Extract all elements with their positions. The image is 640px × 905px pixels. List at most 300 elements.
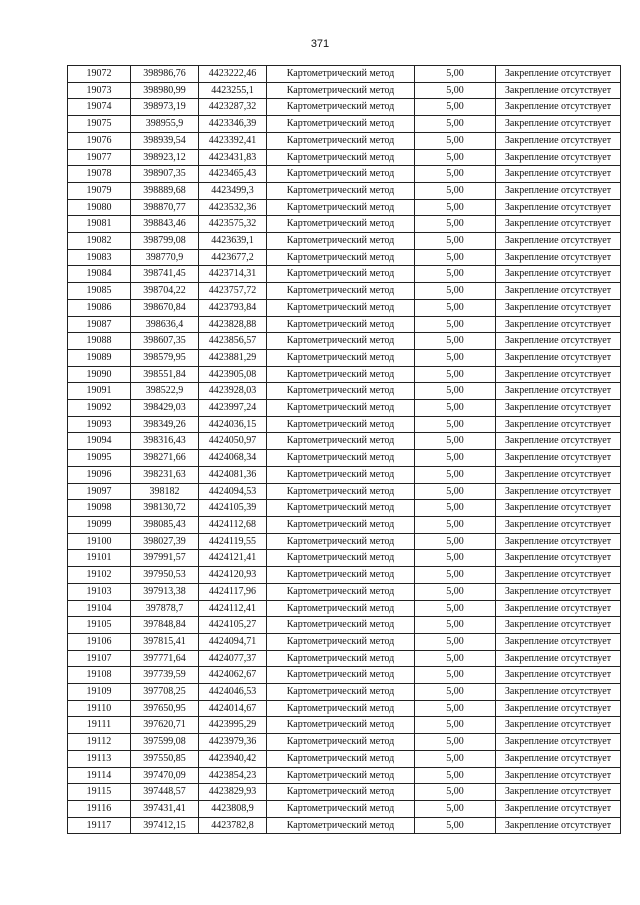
y-coordinate-cell: 4423287,32: [199, 99, 267, 116]
x-coordinate-cell: 397950,53: [131, 567, 199, 584]
method-cell: Картометрический метод: [267, 684, 415, 701]
point-number-cell: 19103: [68, 583, 131, 600]
x-coordinate-cell: 398704,22: [131, 283, 199, 300]
fixing-cell: Закрепление отсутствует: [496, 533, 621, 550]
y-coordinate-cell: 4423829,93: [199, 784, 267, 801]
table-row: [68, 182, 621, 199]
method-cell: Картометрический метод: [267, 233, 415, 250]
table-row: [68, 633, 621, 650]
fixing-cell: Закрепление отсутствует: [496, 266, 621, 283]
table-row: [68, 750, 621, 767]
y-coordinate-cell: 4423808,9: [199, 800, 267, 817]
x-coordinate-cell: 398522,9: [131, 383, 199, 400]
method-cell: Картометрический метод: [267, 266, 415, 283]
point-number-cell: 19097: [68, 483, 131, 500]
table-row: [68, 400, 621, 417]
fixing-cell: Закрепление отсутствует: [496, 132, 621, 149]
y-coordinate-cell: 4424094,71: [199, 633, 267, 650]
table-row: [68, 99, 621, 116]
point-number-cell: 19076: [68, 132, 131, 149]
point-number-cell: 19117: [68, 817, 131, 834]
method-cell: Картометрический метод: [267, 82, 415, 99]
fixing-cell: Закрепление отсутствует: [496, 99, 621, 116]
point-number-cell: 19092: [68, 400, 131, 417]
fixing-cell: Закрепление отсутствует: [496, 366, 621, 383]
fixing-cell: Закрепление отсутствует: [496, 383, 621, 400]
fixing-cell: Закрепление отсутствует: [496, 116, 621, 133]
point-number-cell: 19105: [68, 617, 131, 634]
method-cell: Картометрический метод: [267, 617, 415, 634]
fixing-cell: Закрепление отсутствует: [496, 800, 621, 817]
accuracy-cell: 5,00: [415, 99, 496, 116]
method-cell: Картометрический метод: [267, 299, 415, 316]
table-row: [68, 249, 621, 266]
point-number-cell: 19098: [68, 500, 131, 517]
accuracy-cell: 5,00: [415, 600, 496, 617]
table-row: [68, 466, 621, 483]
fixing-cell: Закрепление отсутствует: [496, 182, 621, 199]
y-coordinate-cell: 4423928,03: [199, 383, 267, 400]
y-coordinate-cell: 4424062,67: [199, 667, 267, 684]
table-row: [68, 383, 621, 400]
method-cell: Картометрический метод: [267, 500, 415, 517]
accuracy-cell: 5,00: [415, 283, 496, 300]
table-row: [68, 667, 621, 684]
point-number-cell: 19086: [68, 299, 131, 316]
fixing-cell: Закрепление отсутствует: [496, 550, 621, 567]
accuracy-cell: 5,00: [415, 583, 496, 600]
table-row: [68, 617, 621, 634]
y-coordinate-cell: 4424105,39: [199, 500, 267, 517]
y-coordinate-cell: 4423714,31: [199, 266, 267, 283]
accuracy-cell: 5,00: [415, 684, 496, 701]
table-row: [68, 784, 621, 801]
table-row: [68, 149, 621, 166]
method-cell: Картометрический метод: [267, 99, 415, 116]
method-cell: Картометрический метод: [267, 750, 415, 767]
x-coordinate-cell: 397913,38: [131, 583, 199, 600]
y-coordinate-cell: 4424050,97: [199, 433, 267, 450]
accuracy-cell: 5,00: [415, 700, 496, 717]
table-row: [68, 66, 621, 83]
point-number-cell: 19100: [68, 533, 131, 550]
fixing-cell: Закрепление отсутствует: [496, 667, 621, 684]
table-row: [68, 116, 621, 133]
method-cell: Картометрический метод: [267, 516, 415, 533]
method-cell: Картометрический метод: [267, 450, 415, 467]
fixing-cell: Закрепление отсутствует: [496, 767, 621, 784]
point-number-cell: 19094: [68, 433, 131, 450]
x-coordinate-cell: 398182: [131, 483, 199, 500]
fixing-cell: Закрепление отсутствует: [496, 66, 621, 83]
x-coordinate-cell: 397550,85: [131, 750, 199, 767]
x-coordinate-cell: 397771,64: [131, 650, 199, 667]
x-coordinate-cell: 397431,41: [131, 800, 199, 817]
y-coordinate-cell: 4423995,29: [199, 717, 267, 734]
table-row: [68, 600, 621, 617]
accuracy-cell: 5,00: [415, 633, 496, 650]
point-number-cell: 19082: [68, 233, 131, 250]
x-coordinate-cell: 398271,66: [131, 450, 199, 467]
method-cell: Картометрический метод: [267, 600, 415, 617]
x-coordinate-cell: 397650,95: [131, 700, 199, 717]
method-cell: Картометрический метод: [267, 767, 415, 784]
y-coordinate-cell: 4424081,36: [199, 466, 267, 483]
point-number-cell: 19084: [68, 266, 131, 283]
accuracy-cell: 5,00: [415, 349, 496, 366]
point-number-cell: 19109: [68, 684, 131, 701]
point-number-cell: 19108: [68, 667, 131, 684]
x-coordinate-cell: 397599,08: [131, 734, 199, 751]
y-coordinate-cell: 4423639,1: [199, 233, 267, 250]
accuracy-cell: 5,00: [415, 734, 496, 751]
point-number-cell: 19112: [68, 734, 131, 751]
table-row: [68, 416, 621, 433]
y-coordinate-cell: 4423499,3: [199, 182, 267, 199]
fixing-cell: Закрепление отсутствует: [496, 567, 621, 584]
x-coordinate-cell: 398607,35: [131, 333, 199, 350]
y-coordinate-cell: 4424121,41: [199, 550, 267, 567]
table-row: [68, 82, 621, 99]
method-cell: Картометрический метод: [267, 717, 415, 734]
x-coordinate-cell: 397448,57: [131, 784, 199, 801]
fixing-cell: Закрепление отсутствует: [496, 316, 621, 333]
method-cell: Картометрический метод: [267, 366, 415, 383]
accuracy-cell: 5,00: [415, 817, 496, 834]
accuracy-cell: 5,00: [415, 500, 496, 517]
x-coordinate-cell: 397848,84: [131, 617, 199, 634]
y-coordinate-cell: 4423881,29: [199, 349, 267, 366]
y-coordinate-cell: 4424105,27: [199, 617, 267, 634]
x-coordinate-cell: 398027,39: [131, 533, 199, 550]
fixing-cell: Закрепление отсутствует: [496, 784, 621, 801]
table-row: [68, 132, 621, 149]
method-cell: Картометрический метод: [267, 550, 415, 567]
y-coordinate-cell: 4423575,32: [199, 216, 267, 233]
point-number-cell: 19113: [68, 750, 131, 767]
y-coordinate-cell: 4424120,93: [199, 567, 267, 584]
x-coordinate-cell: 398349,26: [131, 416, 199, 433]
accuracy-cell: 5,00: [415, 650, 496, 667]
x-coordinate-cell: 397739,59: [131, 667, 199, 684]
method-cell: Картометрический метод: [267, 700, 415, 717]
fixing-cell: Закрепление отсутствует: [496, 817, 621, 834]
fixing-cell: Закрепление отсутствует: [496, 717, 621, 734]
point-number-cell: 19073: [68, 82, 131, 99]
fixing-cell: Закрепление отсутствует: [496, 466, 621, 483]
point-number-cell: 19111: [68, 717, 131, 734]
x-coordinate-cell: 398907,35: [131, 166, 199, 183]
point-number-cell: 19072: [68, 66, 131, 83]
point-number-cell: 19093: [68, 416, 131, 433]
method-cell: Картометрический метод: [267, 433, 415, 450]
accuracy-cell: 5,00: [415, 216, 496, 233]
method-cell: Картометрический метод: [267, 132, 415, 149]
x-coordinate-cell: 398799,08: [131, 233, 199, 250]
table-row: [68, 216, 621, 233]
x-coordinate-cell: 398429,03: [131, 400, 199, 417]
fixing-cell: Закрепление отсутствует: [496, 583, 621, 600]
fixing-cell: Закрепление отсутствует: [496, 433, 621, 450]
table-row: [68, 199, 621, 216]
x-coordinate-cell: 398986,76: [131, 66, 199, 83]
x-coordinate-cell: 398939,54: [131, 132, 199, 149]
accuracy-cell: 5,00: [415, 466, 496, 483]
table-row: [68, 700, 621, 717]
accuracy-cell: 5,00: [415, 400, 496, 417]
accuracy-cell: 5,00: [415, 433, 496, 450]
point-number-cell: 19101: [68, 550, 131, 567]
method-cell: Картометрический метод: [267, 734, 415, 751]
table-row: [68, 650, 621, 667]
coordinates-table-body: [68, 66, 621, 834]
table-row: [68, 299, 621, 316]
fixing-cell: Закрепление отсутствует: [496, 82, 621, 99]
accuracy-cell: 5,00: [415, 316, 496, 333]
method-cell: Картометрический метод: [267, 416, 415, 433]
table-row: [68, 500, 621, 517]
fixing-cell: Закрепление отсутствует: [496, 650, 621, 667]
y-coordinate-cell: 4424077,37: [199, 650, 267, 667]
fixing-cell: Закрепление отсутствует: [496, 450, 621, 467]
accuracy-cell: 5,00: [415, 567, 496, 584]
y-coordinate-cell: 4424119,55: [199, 533, 267, 550]
point-number-cell: 19087: [68, 316, 131, 333]
method-cell: Картометрический метод: [267, 116, 415, 133]
method-cell: Картометрический метод: [267, 383, 415, 400]
fixing-cell: Закрепление отсутствует: [496, 166, 621, 183]
x-coordinate-cell: 397991,57: [131, 550, 199, 567]
y-coordinate-cell: 4424068,34: [199, 450, 267, 467]
x-coordinate-cell: 398770,9: [131, 249, 199, 266]
x-coordinate-cell: 398670,84: [131, 299, 199, 316]
table-row: [68, 333, 621, 350]
table-row: [68, 734, 621, 751]
point-number-cell: 19088: [68, 333, 131, 350]
accuracy-cell: 5,00: [415, 66, 496, 83]
page-number: 371: [310, 38, 330, 50]
table-row: [68, 800, 621, 817]
x-coordinate-cell: 398843,46: [131, 216, 199, 233]
accuracy-cell: 5,00: [415, 667, 496, 684]
accuracy-cell: 5,00: [415, 199, 496, 216]
point-number-cell: 19102: [68, 567, 131, 584]
accuracy-cell: 5,00: [415, 416, 496, 433]
x-coordinate-cell: 397708,25: [131, 684, 199, 701]
y-coordinate-cell: 4423793,84: [199, 299, 267, 316]
accuracy-cell: 5,00: [415, 516, 496, 533]
table-row: [68, 433, 621, 450]
y-coordinate-cell: 4423757,72: [199, 283, 267, 300]
method-cell: Картометрический метод: [267, 333, 415, 350]
accuracy-cell: 5,00: [415, 550, 496, 567]
fixing-cell: Закрепление отсутствует: [496, 600, 621, 617]
fixing-cell: Закрепление отсутствует: [496, 349, 621, 366]
y-coordinate-cell: 4424046,53: [199, 684, 267, 701]
table-row: [68, 166, 621, 183]
table-row: [68, 684, 621, 701]
method-cell: Картометрический метод: [267, 66, 415, 83]
method-cell: Картометрический метод: [267, 149, 415, 166]
y-coordinate-cell: 4423979,36: [199, 734, 267, 751]
method-cell: Картометрический метод: [267, 633, 415, 650]
y-coordinate-cell: 4423854,23: [199, 767, 267, 784]
accuracy-cell: 5,00: [415, 366, 496, 383]
fixing-cell: Закрепление отсутствует: [496, 199, 621, 216]
y-coordinate-cell: 4424112,41: [199, 600, 267, 617]
x-coordinate-cell: 398579,95: [131, 349, 199, 366]
fixing-cell: Закрепление отсутствует: [496, 516, 621, 533]
method-cell: Картометрический метод: [267, 316, 415, 333]
method-cell: Картометрический метод: [267, 166, 415, 183]
accuracy-cell: 5,00: [415, 784, 496, 801]
point-number-cell: 19091: [68, 383, 131, 400]
table-row: [68, 817, 621, 834]
accuracy-cell: 5,00: [415, 166, 496, 183]
y-coordinate-cell: 4423255,1: [199, 82, 267, 99]
x-coordinate-cell: 398130,72: [131, 500, 199, 517]
x-coordinate-cell: 398955,9: [131, 116, 199, 133]
accuracy-cell: 5,00: [415, 182, 496, 199]
fixing-cell: Закрепление отсутствует: [496, 216, 621, 233]
y-coordinate-cell: 4423532,36: [199, 199, 267, 216]
y-coordinate-cell: 4424094,53: [199, 483, 267, 500]
y-coordinate-cell: 4424117,96: [199, 583, 267, 600]
table-row: [68, 533, 621, 550]
point-number-cell: 19075: [68, 116, 131, 133]
method-cell: Картометрический метод: [267, 283, 415, 300]
x-coordinate-cell: 397620,71: [131, 717, 199, 734]
x-coordinate-cell: 398085,43: [131, 516, 199, 533]
point-number-cell: 19106: [68, 633, 131, 650]
table-row: [68, 233, 621, 250]
method-cell: Картометрический метод: [267, 483, 415, 500]
method-cell: Картометрический метод: [267, 533, 415, 550]
method-cell: Картометрический метод: [267, 784, 415, 801]
method-cell: Картометрический метод: [267, 567, 415, 584]
table-row: [68, 316, 621, 333]
y-coordinate-cell: 4424014,67: [199, 700, 267, 717]
fixing-cell: Закрепление отсутствует: [496, 750, 621, 767]
fixing-cell: Закрепление отсутствует: [496, 233, 621, 250]
point-number-cell: 19081: [68, 216, 131, 233]
point-number-cell: 19090: [68, 366, 131, 383]
accuracy-cell: 5,00: [415, 132, 496, 149]
fixing-cell: Закрепление отсутствует: [496, 483, 621, 500]
x-coordinate-cell: 397878,7: [131, 600, 199, 617]
y-coordinate-cell: 4424112,68: [199, 516, 267, 533]
fixing-cell: Закрепление отсутствует: [496, 149, 621, 166]
x-coordinate-cell: 398741,45: [131, 266, 199, 283]
point-number-cell: 19115: [68, 784, 131, 801]
x-coordinate-cell: 397412,15: [131, 817, 199, 834]
method-cell: Картометрический метод: [267, 650, 415, 667]
table-row: [68, 516, 621, 533]
y-coordinate-cell: 4423905,08: [199, 366, 267, 383]
method-cell: Картометрический метод: [267, 583, 415, 600]
point-number-cell: 19114: [68, 767, 131, 784]
fixing-cell: Закрепление отсутствует: [496, 700, 621, 717]
table-row: [68, 550, 621, 567]
fixing-cell: Закрепление отсутствует: [496, 416, 621, 433]
fixing-cell: Закрепление отсутствует: [496, 500, 621, 517]
table-row: [68, 567, 621, 584]
accuracy-cell: 5,00: [415, 333, 496, 350]
table-row: [68, 366, 621, 383]
point-number-cell: 19099: [68, 516, 131, 533]
method-cell: Картометрический метод: [267, 349, 415, 366]
accuracy-cell: 5,00: [415, 800, 496, 817]
method-cell: Картометрический метод: [267, 400, 415, 417]
point-number-cell: 19078: [68, 166, 131, 183]
accuracy-cell: 5,00: [415, 717, 496, 734]
table-row: [68, 266, 621, 283]
method-cell: Картометрический метод: [267, 199, 415, 216]
table-row: [68, 283, 621, 300]
y-coordinate-cell: 4423346,39: [199, 116, 267, 133]
accuracy-cell: 5,00: [415, 299, 496, 316]
accuracy-cell: 5,00: [415, 266, 496, 283]
method-cell: Картометрический метод: [267, 216, 415, 233]
fixing-cell: Закрепление отсутствует: [496, 633, 621, 650]
fixing-cell: Закрепление отсутствует: [496, 299, 621, 316]
accuracy-cell: 5,00: [415, 533, 496, 550]
x-coordinate-cell: 398316,43: [131, 433, 199, 450]
point-number-cell: 19074: [68, 99, 131, 116]
accuracy-cell: 5,00: [415, 233, 496, 250]
x-coordinate-cell: 398636,4: [131, 316, 199, 333]
x-coordinate-cell: 398551,84: [131, 366, 199, 383]
method-cell: Картометрический метод: [267, 817, 415, 834]
point-number-cell: 19085: [68, 283, 131, 300]
point-number-cell: 19089: [68, 349, 131, 366]
point-number-cell: 19096: [68, 466, 131, 483]
y-coordinate-cell: 4423677,2: [199, 249, 267, 266]
y-coordinate-cell: 4423222,46: [199, 66, 267, 83]
x-coordinate-cell: 397815,41: [131, 633, 199, 650]
point-number-cell: 19095: [68, 450, 131, 467]
fixing-cell: Закрепление отсутствует: [496, 283, 621, 300]
accuracy-cell: 5,00: [415, 149, 496, 166]
point-number-cell: 19080: [68, 199, 131, 216]
method-cell: Картометрический метод: [267, 800, 415, 817]
method-cell: Картометрический метод: [267, 667, 415, 684]
y-coordinate-cell: 4423940,42: [199, 750, 267, 767]
x-coordinate-cell: 398980,99: [131, 82, 199, 99]
fixing-cell: Закрепление отсутствует: [496, 734, 621, 751]
table-row: [68, 583, 621, 600]
x-coordinate-cell: 398889,68: [131, 182, 199, 199]
table-row: [68, 717, 621, 734]
y-coordinate-cell: 4423465,43: [199, 166, 267, 183]
fixing-cell: Закрепление отсутствует: [496, 684, 621, 701]
point-number-cell: 19110: [68, 700, 131, 717]
x-coordinate-cell: 398870,77: [131, 199, 199, 216]
fixing-cell: Закрепление отсутствует: [496, 617, 621, 634]
point-number-cell: 19104: [68, 600, 131, 617]
point-number-cell: 19107: [68, 650, 131, 667]
point-number-cell: 19077: [68, 149, 131, 166]
x-coordinate-cell: 398923,12: [131, 149, 199, 166]
accuracy-cell: 5,00: [415, 450, 496, 467]
method-cell: Картометрический метод: [267, 249, 415, 266]
y-coordinate-cell: 4423997,24: [199, 400, 267, 417]
accuracy-cell: 5,00: [415, 750, 496, 767]
table-row: [68, 349, 621, 366]
y-coordinate-cell: 4424036,15: [199, 416, 267, 433]
table-row: [68, 450, 621, 467]
accuracy-cell: 5,00: [415, 617, 496, 634]
